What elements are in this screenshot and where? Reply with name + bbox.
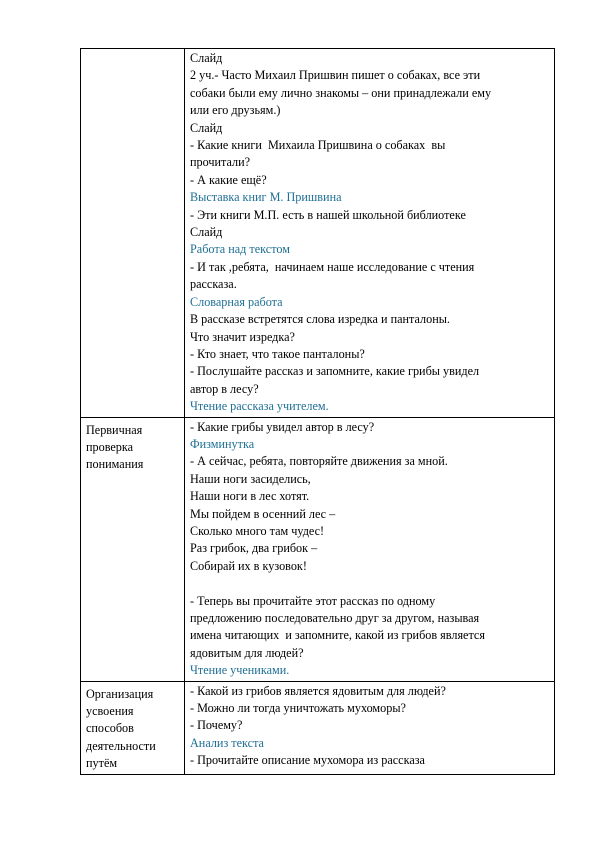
content-line: - Послушайте рассказ и запомните, какие грибы увидел xyxy=(190,364,480,379)
stage-label-line: Первичная xyxy=(86,422,143,437)
stage-cell xyxy=(81,417,185,681)
content-cell xyxy=(185,681,555,774)
stage-label-line: проверка xyxy=(86,439,134,454)
stage-label-line: Организация xyxy=(86,686,154,701)
content-line: имена читающих и запомните, какой из грибов является xyxy=(190,628,485,643)
content-cell xyxy=(185,49,555,418)
lesson-plan-table xyxy=(80,48,555,775)
content-line: Что значит изредка? xyxy=(190,329,295,344)
content-line: автор в лесу? xyxy=(190,381,259,396)
content-line: Наши ноги засиделись, xyxy=(190,471,311,486)
content-line: - Почему? xyxy=(190,718,243,733)
content-line: рассказа. xyxy=(190,277,237,292)
content-line: предложению последовательно друг за другом, называя xyxy=(190,610,480,625)
content-line: или его друзьям.) xyxy=(190,103,281,118)
content-line: - Какие книги Михаила Пришвина о собаках вы xyxy=(190,138,446,153)
content-line: Слайд xyxy=(190,51,223,65)
content-line: Наши ноги в лес хотят. xyxy=(190,489,310,504)
content-line: Собирай их в кузовок! xyxy=(190,558,307,573)
section-heading: Чтение рассказа учителем. xyxy=(190,399,329,414)
stage-cell xyxy=(81,681,185,774)
content-line: собаки были ему лично знакомы – они принадлежали ему xyxy=(190,85,492,100)
section-heading: Анализ текста xyxy=(190,735,264,750)
stage-cell xyxy=(81,49,185,418)
section-heading: Чтение учениками. xyxy=(190,663,290,678)
stage-label-line: понимания xyxy=(86,457,144,472)
content-line: - Эти книги М.П. есть в нашей школьной библиотеке xyxy=(190,207,466,222)
content-line: - Какие грибы увидел автор в лесу? xyxy=(190,419,375,434)
content-line: - Прочитайте описание мухомора из рассказа xyxy=(190,753,425,768)
table-row xyxy=(81,681,555,774)
section-heading: Выставка книг М. Пришвина xyxy=(190,190,342,205)
content-line: Слайд xyxy=(190,225,223,240)
content-line: Слайд xyxy=(190,120,223,135)
content-line: - А какие ещё? xyxy=(190,172,267,187)
section-heading: Физминутка xyxy=(190,436,255,451)
table-row xyxy=(81,417,555,681)
stage-label-line: путём xyxy=(86,756,118,771)
content-line: прочитали? xyxy=(190,155,251,170)
content-line xyxy=(190,575,550,592)
stage-label-line: деятельности xyxy=(86,738,156,753)
content-line: - Какой из грибов является ядовитым для людей? xyxy=(190,683,446,698)
content-line: - А сейчас, ребята, повторяйте движения за мной. xyxy=(190,454,448,469)
content-line: - Можно ли тогда уничтожать мухоморы? xyxy=(190,701,406,716)
table-row xyxy=(81,49,555,418)
content-line: Раз грибок, два грибок – xyxy=(190,541,318,556)
stage-label-line: способов xyxy=(86,721,134,736)
content-line: ядовитым для людей? xyxy=(190,645,304,660)
table-body xyxy=(81,49,555,775)
content-cell xyxy=(185,417,555,681)
content-line: Мы пойдем в осенний лес – xyxy=(190,506,336,521)
content-line: - И так ,ребята, начинаем наше исследование с чтения xyxy=(190,259,475,274)
content-line: - Кто знает, что такое панталоны? xyxy=(190,346,365,361)
content-line: - Теперь вы прочитайте этот рассказ по одному xyxy=(190,593,436,608)
content-line: Сколько много там чудес! xyxy=(190,523,325,538)
content-line: В рассказе встретятся слова изредка и панталоны. xyxy=(190,312,450,327)
content-line: 2 уч.- Часто Михаил Пришвин пишет о собаках, все эти xyxy=(190,68,481,83)
section-heading: Словарная работа xyxy=(190,294,283,309)
stage-label-line: усвоения xyxy=(86,704,134,719)
section-heading: Работа над текстом xyxy=(190,242,290,257)
